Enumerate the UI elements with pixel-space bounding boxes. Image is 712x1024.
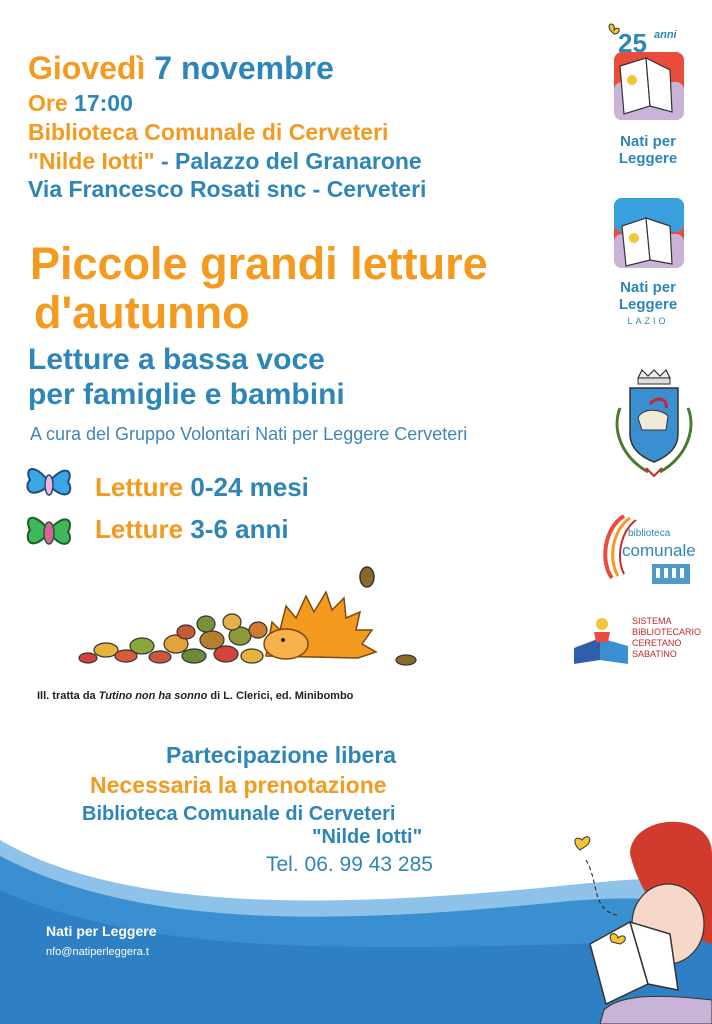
session-age: 3-6 anni: [190, 514, 289, 544]
info-library-line1: Biblioteca Comunale di Cerveteri: [82, 803, 396, 825]
cerveteri-coat-of-arms-icon: [608, 368, 700, 480]
biblioteca-comunale-logo: [598, 512, 696, 588]
session-item: [95, 472, 309, 503]
npl-25-anni: anni: [654, 29, 677, 41]
event-date: [28, 50, 334, 87]
biblioteca-top-text: biblioteca: [628, 528, 671, 539]
npl-25-logo: [606, 22, 690, 166]
subtitle-line2: per famiglie e bambini: [28, 378, 345, 411]
footer-email: nfo@natiperleggera.t: [46, 946, 149, 958]
npl-lazio-region: LAZIO: [627, 316, 669, 326]
event-time: [28, 90, 133, 117]
info-library-line2: "Nilde Iotti": [312, 826, 423, 848]
npl-lazio-graphic: [606, 196, 690, 270]
sistema-bibliotecario-text: SISTEMA BIBLIOTECARIO CERETANO SABATINO: [632, 616, 702, 659]
illustration-credit: [37, 690, 353, 702]
reading-child-illustration: [560, 814, 712, 1024]
event-time-label: Ore: [28, 90, 68, 116]
npl-25-graphic: [606, 22, 690, 122]
participation-info: Partecipazione libera: [166, 742, 397, 768]
main-title-line2: d'autunno: [34, 287, 250, 338]
hedgehog-leaves-illustration: [76, 560, 426, 672]
event-address: Via Francesco Rosati snc - Cerveteri: [28, 176, 427, 202]
palace-name: - Palazzo del Granarone: [160, 148, 422, 174]
event-library-name: [28, 148, 422, 175]
curated-by: A cura del Gruppo Volontari Nati per Leggere Cerveteri: [30, 424, 468, 444]
blue-butterfly-icon: [24, 460, 74, 506]
sistema-bibliotecario-logo: [572, 610, 630, 666]
credit-suffix: di L. Clerici, ed. Minibombo: [210, 690, 354, 702]
npl-lazio-logo: [606, 196, 690, 332]
session-item: [95, 514, 289, 545]
booking-info: Necessaria la prenotazione: [90, 772, 387, 798]
subtitle-line1: Letture a bassa voce: [28, 343, 325, 376]
npl-25-text: Nati per Leggere: [618, 133, 678, 167]
npl-lazio-text: Nati per Leggere: [618, 279, 678, 313]
npl-25-number: 25: [618, 28, 647, 58]
green-butterfly-icon: [24, 506, 74, 554]
event-day: Giovedì: [28, 50, 146, 86]
event-time-value: 17:00: [74, 90, 133, 116]
credit-book: Tutino non ha sonno: [98, 690, 208, 702]
main-title-line1: Piccole grandi letture: [30, 238, 488, 289]
library-name: "Nilde Iotti": [28, 148, 155, 174]
biblioteca-bottom-text: comunale: [622, 541, 696, 560]
session-label: Letture: [95, 472, 184, 502]
event-date-text: 7 novembre: [154, 50, 334, 86]
event-library: Biblioteca Comunale di Cerveteri: [28, 119, 389, 145]
session-age: 0-24 mesi: [190, 472, 309, 502]
phone-number: Tel. 06. 99 43 285: [266, 853, 433, 876]
session-label: Letture: [95, 514, 184, 544]
footer-brand: Nati per Leggere: [46, 923, 157, 939]
credit-prefix: Ill. tratta da: [37, 690, 96, 702]
